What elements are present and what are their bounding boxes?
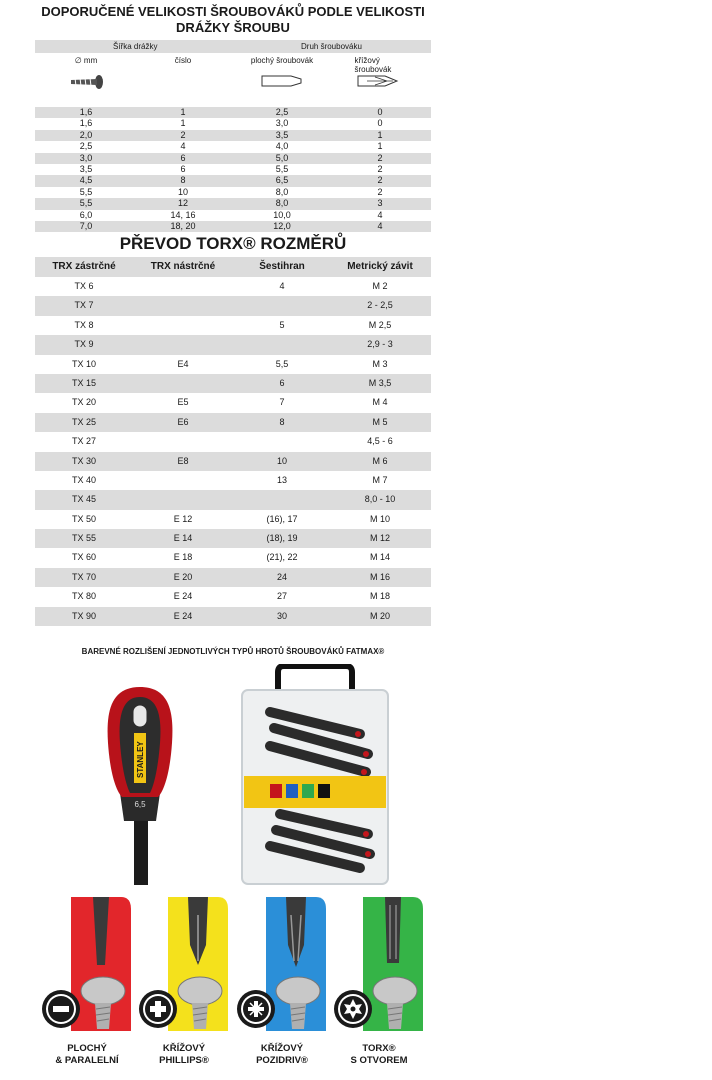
table2-cell: TX 9	[74, 339, 94, 350]
table2-cell: 2 - 2,5	[367, 300, 393, 311]
table1-cell: 2	[377, 152, 383, 163]
table1-cell: 5,5	[79, 186, 93, 197]
table2-cell: M 12	[369, 533, 391, 544]
table1-body	[35, 107, 431, 232]
table2-cell: E 20	[173, 571, 193, 582]
table2-row	[35, 471, 431, 490]
table2-cell: 24	[276, 571, 288, 582]
table2-row	[35, 452, 431, 471]
table2-cell: M 14	[369, 552, 391, 563]
tip-tile-label	[37, 1043, 137, 1067]
table1-cell: 2	[377, 175, 383, 186]
minus-icon	[42, 990, 80, 1028]
table2-cell: TX 7	[74, 300, 94, 311]
table2-cell: 5	[279, 319, 285, 330]
table1-cell: 7,0	[79, 220, 93, 231]
screwdriver-size-table	[35, 40, 431, 232]
table2-cell: M 2	[372, 281, 388, 291]
table1-cell: 6	[180, 152, 186, 163]
table2-row	[35, 393, 431, 412]
table2-row	[35, 296, 431, 315]
table2-cell: TX 15	[71, 377, 97, 388]
table2-header	[35, 257, 431, 277]
table1-cell: 5,5	[275, 163, 289, 174]
col-header-mm: ∅ mm	[74, 56, 98, 65]
table1-cell: 2,0	[79, 129, 93, 140]
table2-row	[35, 355, 431, 374]
tip-tile-label-line1: PLOCHÝ	[67, 1043, 107, 1054]
table1-row	[35, 141, 431, 152]
table1-row	[35, 107, 431, 118]
table1-row	[35, 130, 431, 141]
table2-cell: 4	[279, 281, 285, 291]
table2-cell: 6	[279, 377, 285, 388]
table2-cell: E8	[177, 455, 189, 466]
col-header-plochy: plochý šroubovák	[250, 56, 314, 65]
table1-row	[35, 175, 431, 186]
table1-cell: 8	[180, 175, 186, 186]
table2-cell: TX 60	[71, 552, 97, 563]
table1-cell: 5,0	[275, 152, 289, 163]
table1-cell: 14, 16	[170, 209, 196, 220]
table2-cell: M 16	[369, 571, 391, 582]
table2-cell: 30	[276, 610, 288, 621]
tip-tile-label-line2: PHILLIPS®	[159, 1055, 209, 1066]
table2-cell: M 5	[372, 416, 388, 427]
tip-tile-label-line2: POZIDRIV®	[256, 1055, 308, 1066]
table1-sub-header	[35, 53, 431, 74]
tip-tile-label-line2: S OTVOREM	[350, 1055, 408, 1066]
tip-tile-label-line1: KŘÍŽOVÝ	[162, 1043, 206, 1054]
table2-cell: M 7	[372, 474, 388, 485]
table2-cell: TX 70	[71, 571, 97, 582]
table1-cell: 1,6	[79, 118, 93, 129]
table2-cell: 8,0 - 10	[364, 494, 396, 505]
table2-row	[35, 568, 431, 587]
torx-conversion-table	[35, 257, 431, 626]
torx-icon	[334, 990, 372, 1028]
table1-title	[0, 4, 466, 36]
table1-cell: 3,5	[79, 163, 93, 174]
table2-cell: E 24	[173, 610, 193, 621]
table2-cell: 5,5	[275, 358, 289, 369]
table2-cell: TX 25	[71, 416, 97, 427]
table1-cell: 0	[377, 107, 383, 117]
table2-cell: 7	[279, 397, 285, 408]
table1-cell: 2	[377, 186, 383, 197]
table1-cell: 2	[377, 163, 383, 174]
table1-cell: 2	[180, 129, 186, 140]
table2-row	[35, 413, 431, 432]
table2-row	[35, 277, 431, 296]
table2-cell: 8	[279, 416, 285, 427]
table2-cell: M 20	[369, 610, 391, 621]
col-header-sestihran: Šestihran	[259, 261, 305, 272]
table2-cell: M 18	[369, 591, 391, 602]
handle-brand-label: STANLEY	[136, 741, 145, 778]
table1-row	[35, 164, 431, 175]
table1-icons-row	[35, 67, 431, 107]
group-header-druh: Druh šroubováku	[301, 42, 362, 51]
stanley-screwdriver-image	[100, 683, 180, 888]
table2-cell: E 24	[173, 591, 193, 602]
table2-cell: 27	[276, 591, 288, 602]
table1-cell: 3,5	[275, 129, 289, 140]
table1-cell: 6,5	[275, 175, 289, 186]
table2-cell: M 4	[372, 397, 388, 408]
table1-cell: 4,5	[79, 175, 93, 186]
table2-cell: E4	[177, 358, 189, 369]
torx-table-title: PŘEVOD TORX® ROZMĚRŮ	[119, 234, 347, 253]
pozidriv-icon	[237, 990, 275, 1028]
screwdriver-set-case-image	[240, 664, 390, 886]
table1-cell: 8,0	[275, 198, 289, 209]
table1-cell: 10,0	[273, 209, 291, 220]
table2-cell: M 10	[369, 513, 391, 524]
col-header-krizovy: křížový šroubovák	[354, 56, 392, 74]
table2-cell: TX 55	[71, 533, 97, 544]
table2-cell: TX 50	[71, 513, 97, 524]
table1-cell: 4,0	[275, 141, 289, 152]
tip-tile-label-line1: TORX®	[362, 1043, 396, 1054]
col-header-trx-zastrcne: TRX zástrčné	[52, 261, 116, 272]
table2-row	[35, 335, 431, 354]
table2-cell: TX 8	[74, 319, 94, 330]
table1-cell: 6,0	[79, 209, 93, 220]
tip-tile-label-line1: KŘÍŽOVÝ	[260, 1043, 304, 1054]
table1-cell: 10	[177, 186, 189, 197]
phillips-screwdriver-tip-icon	[357, 73, 399, 89]
table2-cell: TX 27	[71, 436, 97, 447]
tip-tile-label-line2: & PARALELNÍ	[55, 1055, 119, 1066]
table1-row	[35, 210, 431, 221]
group-header-sirka: Šířka drážky	[113, 42, 158, 51]
table2-cell: (16), 17	[266, 513, 298, 524]
table2-cell: TX 80	[71, 591, 97, 602]
table2-cell: TX 90	[71, 610, 97, 621]
table2-cell: 10	[276, 455, 288, 466]
table2-cell: M 3,5	[368, 377, 392, 388]
table2-row	[35, 548, 431, 567]
table2-cell: E 12	[173, 513, 193, 524]
table2-row	[35, 490, 431, 509]
table2-cell: E6	[177, 416, 189, 427]
table2-cell: E 18	[173, 552, 193, 563]
table2-cell: (21), 22	[266, 552, 298, 563]
table2-row	[35, 587, 431, 606]
table1-cell: 0	[377, 118, 383, 129]
table1-group-header	[35, 40, 431, 53]
table1-cell: 1	[377, 141, 383, 152]
color-coding-caption: BAREVNÉ ROZLIŠENÍ JEDNOTLIVÝCH TYPŮ HROTŮ ŠROUBOVÁKŮ FATMAX®	[81, 647, 385, 656]
tip-tile-label	[134, 1043, 234, 1067]
tip-tile-label	[329, 1043, 429, 1067]
plus-icon	[139, 990, 177, 1028]
table1-cell: 5,5	[79, 198, 93, 209]
table1-cell: 1	[180, 118, 186, 129]
table2-row	[35, 510, 431, 529]
table2-row	[35, 529, 431, 548]
table1-cell: 12	[177, 198, 189, 209]
table1-cell: 8,0	[275, 186, 289, 197]
handle-size-label: 6,5	[134, 800, 146, 809]
screw-icon	[69, 73, 105, 91]
table1-cell: 4	[180, 141, 186, 152]
col-header-cislo: číslo	[174, 56, 192, 65]
table1-cell: 2,5	[275, 107, 289, 117]
table1-row	[35, 198, 431, 209]
table2-cell: TX 45	[71, 494, 97, 505]
table1-cell: 1	[180, 107, 186, 117]
table2-row	[35, 374, 431, 393]
col-header-metricky-zavit: Metrický závit	[347, 261, 413, 272]
table2-cell: M 6	[372, 455, 388, 466]
table1-cell: 4	[377, 209, 383, 220]
table2-row	[35, 316, 431, 335]
table2-cell: TX 10	[71, 358, 97, 369]
table2-cell: M 2,5	[368, 319, 392, 330]
table1-cell: 1,6	[79, 107, 93, 117]
table2-cell: TX 40	[71, 474, 97, 485]
table2-cell: TX 20	[71, 397, 97, 408]
table1-cell: 2,5	[79, 141, 93, 152]
table2-cell: TX 30	[71, 455, 97, 466]
table2-row	[35, 432, 431, 451]
table1-cell: 12,0	[273, 220, 291, 231]
col-header-trx-nastrcne: TRX nástrčné	[150, 261, 216, 272]
table2-cell: 4,5 - 6	[367, 436, 393, 447]
table1-row	[35, 118, 431, 129]
tip-tile-label	[232, 1043, 332, 1067]
table1-title-line2: DRÁŽKY ŠROUBU	[176, 20, 290, 35]
table1-title-line1: DOPORUČENÉ VELIKOSTI ŠROUBOVÁKŮ PODLE VELIKOSTI	[41, 4, 425, 19]
table1-cell: 18, 20	[170, 220, 196, 231]
table1-cell: 3	[377, 198, 383, 209]
table1-row	[35, 187, 431, 198]
table2-cell: E5	[177, 397, 189, 408]
table2-cell: TX 6	[74, 281, 94, 291]
table2-cell: (18), 19	[266, 533, 298, 544]
table2-body	[35, 277, 431, 626]
table1-row	[35, 153, 431, 164]
flat-screwdriver-tip-icon	[261, 73, 303, 89]
table1-cell: 6	[180, 163, 186, 174]
table2-cell: E 14	[173, 533, 193, 544]
table1-cell: 3,0	[79, 152, 93, 163]
table2-row	[35, 607, 431, 626]
table1-row	[35, 221, 431, 232]
table2-cell: M 3	[372, 358, 388, 369]
table1-cell: 1	[377, 129, 383, 140]
table2-cell: 2,9 - 3	[367, 339, 393, 350]
table1-cell: 4	[377, 220, 383, 231]
table2-cell: 13	[276, 474, 288, 485]
table1-cell: 3,0	[275, 118, 289, 129]
